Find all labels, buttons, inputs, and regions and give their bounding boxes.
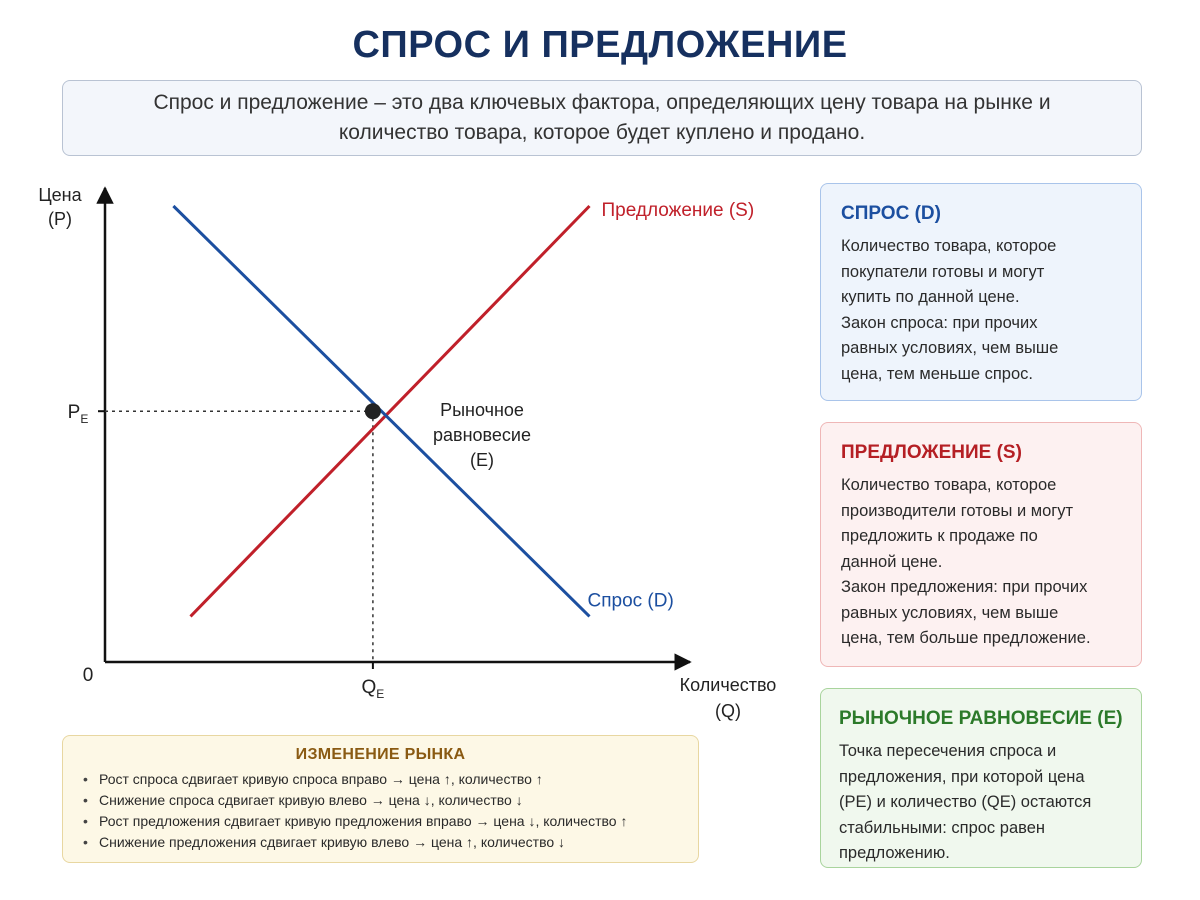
price-equilibrium-label: $P_E$ xyxy=(67,402,89,427)
equilibrium-card-title: РЫНОЧНОЕ РАВНОВЕСИЕ (E) xyxy=(839,708,1123,729)
demand-curve-label: Спрос (D) xyxy=(587,590,674,612)
demand-card xyxy=(820,183,1142,401)
market-changes-box xyxy=(62,735,699,863)
equilibrium-point xyxy=(365,403,381,419)
demand-card-text: Количество товара, которое покупатели готовы и могут купить по данной цене. Закон спроса: при прочих равных условиях, чем выше цена, тем меньше спрос. xyxy=(841,237,1059,383)
market-change-item: • Снижение предложения сдвигает кривую влево → цена ↑, количество ↓ xyxy=(79,832,682,853)
intro-box xyxy=(62,80,1142,156)
supply-card-title: ПРЕДЛОЖЕНИЕ (S) xyxy=(841,442,1022,463)
x-axis-label: Количество xyxy=(679,675,777,695)
page-title: СПРОС И ПРЕДЛОЖЕНИЕ xyxy=(352,24,848,66)
origin-label: 0 xyxy=(82,665,94,686)
y-axis-label: (P) xyxy=(48,209,72,229)
x-axis-label: (Q) xyxy=(715,701,741,721)
equilibrium-label: Рыночное xyxy=(440,400,524,420)
intro-text: Спрос и предложение – это два ключевых фактора, определяющих цену товара на рынке и количество товара, которое будет куплено и продано. xyxy=(153,91,1051,144)
chart-labels xyxy=(38,185,776,721)
market-changes-list xyxy=(79,769,682,853)
supply-card xyxy=(820,422,1142,667)
equilibrium-label: (E) xyxy=(470,450,494,470)
supply-curve xyxy=(191,206,590,616)
market-change-item: • Рост спроса сдвигает кривую спроса вправо → цена ↑, количество ↑ xyxy=(79,769,682,790)
equilibrium-card-text: Точка пересечения спроса и предложения, при которой цена (PE) и количество (QE) остаются стабильными: спрос равен предложению. xyxy=(839,742,1092,862)
market-changes-title: ИЗМЕНЕНИЕ РЫНКА xyxy=(295,746,466,763)
quantity-equilibrium-label: $Q_E$ xyxy=(361,677,385,701)
y-axis-label: Цена xyxy=(38,185,82,205)
demand-curve xyxy=(173,206,589,616)
market-change-item: • Рост предложения сдвигает кривую предложения вправо → цена ↓, количество ↑ xyxy=(79,811,682,832)
supply-demand-chart xyxy=(0,170,800,730)
supply-curve-label: Предложение (S) xyxy=(601,200,755,221)
supply-card-text: Количество товара, которое производители готовы и могут предложить к продаже по данной цене. Закон предложения: при прочих равных условиях, чем выше цена, тем больше предложение. xyxy=(841,476,1091,647)
equilibrium-guides xyxy=(98,411,373,669)
chart-curves xyxy=(173,206,589,616)
equilibrium-card xyxy=(820,688,1142,868)
demand-card-title: СПРОС (D) xyxy=(841,203,941,224)
equilibrium-label: равновесие xyxy=(433,425,531,445)
market-change-item: • Снижение спроса сдвигает кривую влево → цена ↓, количество ↓ xyxy=(79,790,682,811)
